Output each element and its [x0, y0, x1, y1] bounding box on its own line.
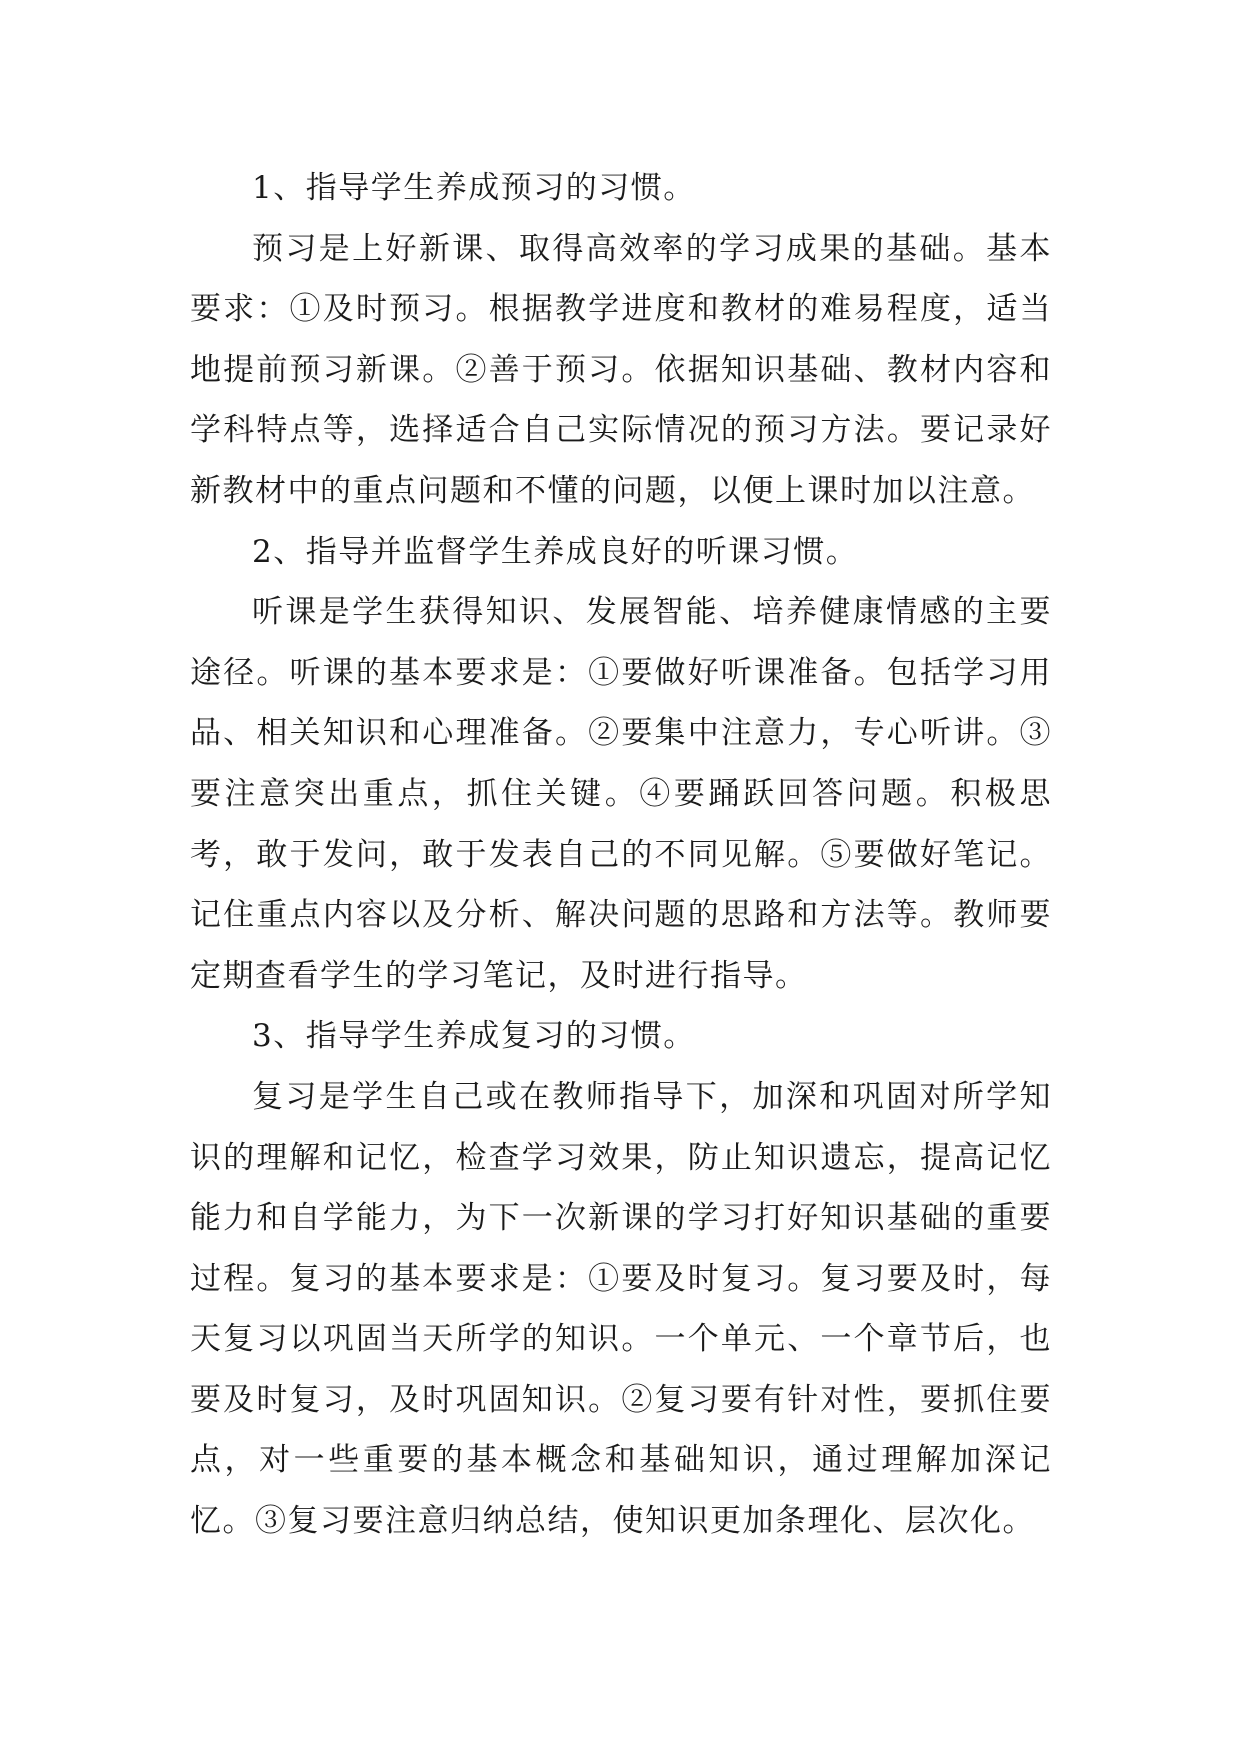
- heading-preview-habit: 1、指导学生养成预习的习惯。: [252, 170, 696, 206]
- document-body: [190, 158, 1052, 1552]
- heading-listening-habit: 2、指导并监督学生养成良好的听课习惯。: [252, 533, 859, 570]
- paragraph-preview: 预习是上好新课、取得高效率的学习成果的基础。基本要求：①及时预习。根据教学进度和教材的难易程度，适当地提前预习新课。②善于预习。依据知识基础、教材内容和学科特点等，选择适合自己实际情况的预习方法。要记录好新教材中的重点问题和不懂的问题，以便上课时加以注意。: [190, 230, 1052, 509]
- paragraph-review: 复习是学生自己或在教师指导下，加深和巩固对所学知识的理解和记忆，检查学习效果，防止知识遗忘，提高记忆能力和自学能力，为下一次新课的学习打好知识基础的重要过程。复习的基本要求是：①要及时复习。复习要及时，每天复习以巩固当天所学的知识。一个单元、一个章节后，也要及时复习，及时巩固知识。②复习要有针对性，要抓住要点，对一些重要的基本概念和基础知识，通过理解加深记忆。③复习要注意归纳总结，使知识更加条理化、层次化。: [190, 1078, 1052, 1540]
- paragraph-listening: 听课是学生获得知识、发展智能、培养健康情感的主要途径。听课的基本要求是：①要做好听课准备。包括学习用品、相关知识和心理准备。②要集中注意力，专心听讲。③要注意突出重点，抓住关键。④要踊跃回答问题。积极思考，敢于发问，敢于发表自己的不同见解。⑤要做好笔记。记住重点内容以及分析、解决问题的思路和方法等。教师要定期查看学生的学习笔记，及时进行指导。: [190, 594, 1052, 994]
- heading-review-habit: 3、指导学生养成复习的习惯。: [252, 1018, 696, 1055]
